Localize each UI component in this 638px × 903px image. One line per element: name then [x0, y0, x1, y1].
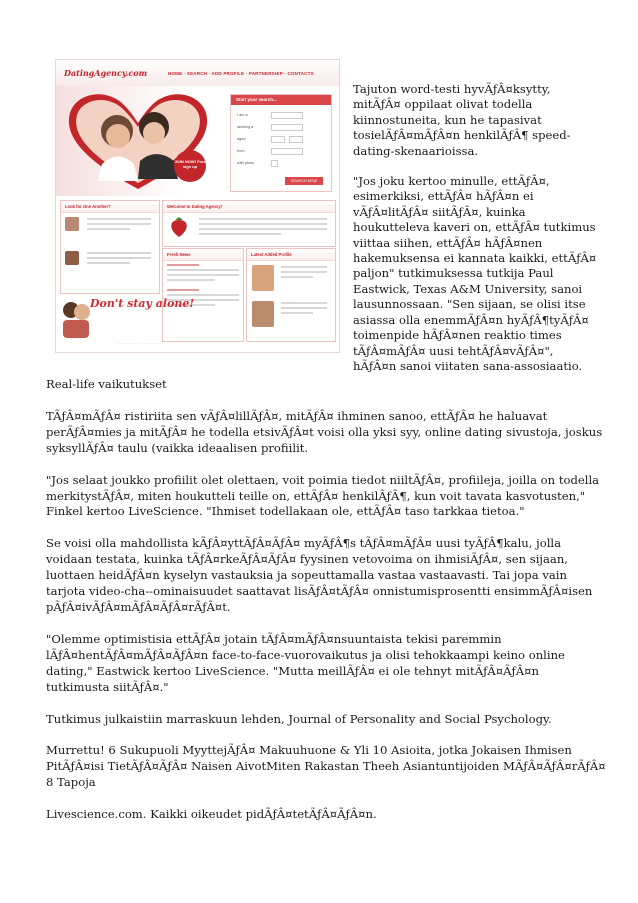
look-for-pane: [60, 200, 160, 294]
photo-checkbox[interactable]: [271, 160, 278, 167]
right-column-text: [353, 82, 598, 389]
paragraph: "Jos selaat joukko profiilit olet olettaen, voit poimia tiedot niiltÃƒÂ¤, profiileja, joilla on todella merkitystÃƒÂ¤, miten houkutteli teille on, ettÃƒÂ¤ henkilÃƒÂ¶, kun voit tavata kasvotusten," Finkel kertoo LiveScience. "Ihmiset todellakaan ole, ettÃƒÂ¤ taso tarkkaa tietoa.": [46, 472, 600, 519]
profile-lines: [277, 299, 331, 317]
couple-thumbnail-icon: [65, 217, 79, 231]
copyright-line: Livescience.com. Kaikki oikeudet pidÃƒÂ¤tetÃƒÂ¤ÃƒÂ¤n.: [46, 807, 377, 822]
seeking-select[interactable]: [271, 124, 303, 131]
pane-title: Look for One Another?: [61, 201, 159, 213]
site-logo: DatingAgency.com: [64, 68, 148, 78]
profile-lines: [277, 263, 331, 281]
search-label: with photo: [237, 161, 255, 165]
welcome-pane: [162, 200, 336, 247]
country-select[interactable]: [271, 148, 303, 155]
pane-lines: [83, 215, 155, 233]
search-label: from: [237, 149, 245, 153]
site-nav: HOME · SEARCH · ADD PROFILE · PARTNERSHIP · CONTACTS: [168, 71, 314, 76]
couple-photo-icon: [60, 296, 92, 338]
slogan: Don't stay alone!: [90, 297, 195, 310]
search-now-button[interactable]: SEARCH NOW: [285, 177, 323, 185]
couple-thumbnail-icon: [65, 251, 79, 265]
age-max-select[interactable]: [289, 136, 303, 143]
latest-profile-pane: [246, 248, 336, 342]
search-label: aged: [237, 137, 246, 141]
site-header: [56, 60, 339, 87]
paragraph: "Jos joku kertoo minulle, ettÃƒÂ¤, esimerkiksi, ettÃƒÂ¤ hÃƒÂ¤n ei vÃƒÂ¤litÃƒÂ¤ siitÃƒÂ¤, kuinka houkutteleva kaveri on, ettÃƒÂ¤ tutkimus viittaa siihen, ettÃƒÂ¤ hÃƒÂ¤nen hakemuksensa ei kannata kaikki, ettÃƒÂ¤ paljon" tutkimuksessa tutkija Paul Eastwick, Texas A&M University, sanoi lausunnossaan. "Sen sijaan, se olisi itse asiassa olla enemmÃƒÂ¤n hyÃƒÂ¶tyÃƒÂ¤ toimenpide hÃƒÂ¤nen reaktio times tÃƒÂ¤mÃƒÂ¤ uusi tehtÃƒÂ¤vÃƒÂ¤", hÃƒÂ¤n sanoi viitaten sana-assosiaatio.: [353, 174, 597, 373]
pane-title: Latest Added Profile: [247, 249, 335, 261]
pane-lines: [83, 249, 155, 267]
dating-site-screenshot: [56, 60, 339, 352]
search-form: [230, 94, 332, 192]
paragraph: Se voisi olla mahdollista kÃƒÂ¤yttÃƒÂ¤ÃƒÂ¤ myÃƒÂ¶s tÃƒÂ¤mÃƒÂ¤ uusi tyÃƒÂ¶kalu, jolla voidaan testata, kuinka tÃƒÂ¤rkeÃƒÂ¤ÃƒÂ¤ fyysinen vetovoima on ihmisiÃƒÂ¤, sen sijaan, luottaen heidÃƒÂ¤n kyselyn vastauksia ja sopeuttamalla vastaa vastaavasti. Tai jopa vain tarjota video-cha--ominaisuudet saattavat lisÃƒÂ¤tÃƒÂ¤ onnistumisprosentti ensimmÃƒÂ¤isen pÃƒÂ¤ivÃƒÂ¤mÃƒÂ¤ÃƒÂ¤rÃƒÂ¤t.: [46, 536, 593, 614]
pane-title: Welcome to Dating Agency!: [163, 201, 335, 213]
body-text: [46, 377, 606, 839]
fresh-news-pane: [162, 248, 244, 342]
profile-photo-icon: [252, 265, 274, 291]
site-footer: · · · · · · · · · · · · · · · · · · · · ·: [116, 342, 160, 346]
search-label: I am a: [237, 113, 248, 117]
paragraph: Murrettu! 6 Sukupuoli MyyttejÃƒÂ¤ Makuuhuone & Yli 10 Asioita, jotka Jokaisen Ihmisen PitÃƒÂ¤isi TietÃƒÂ¤ÃƒÂ¤ Naisen AivotMiten Rakastan Theeh Asiantuntijoiden MÃƒÂ¤ÃƒÂ¤rÃƒÂ¤ 8 Tapoja: [46, 743, 606, 790]
paragraph: TÃƒÂ¤mÃƒÂ¤ ristiriita sen vÃƒÂ¤lillÃƒÂ¤, mitÃƒÂ¤ ihminen sanoo, ettÃƒÂ¤ he haluavat perÃƒÂ¤mies ja mitÃƒÂ¤ he todella etsivÃƒÂ¤t voisi olla yksi syy, online dating sivustoja, joskus syksyllÃƒÂ¤ taulu (vaikka ideaalisen profiilit.: [46, 408, 603, 455]
pane-title: Fresh News: [163, 249, 243, 261]
strawberry-icon: [169, 216, 189, 238]
paragraph: "Olemme optimistisia ettÃƒÂ¤ jotain tÃƒÂ¤mÃƒÂ¤nsuuntaista tekisi paremmin lÃƒÂ¤hentÃƒÂ¤mÃƒÂ¤ÃƒÂ¤n face-to-face-vuorovaikutus ja olisi tehokkaampi keino online dating," Eastwick kertoo LiveScience. "Mutta meillÃƒÂ¤ ei ole tehnyt mitÃƒÂ¤ÃƒÂ¤n tutkimusta siitÃƒÂ¤.": [46, 631, 565, 694]
section-heading: Real-life vaikutukset: [46, 377, 167, 391]
gender-select[interactable]: [271, 112, 303, 119]
join-now-badge[interactable]: JOIN NOW! Free sign up: [174, 150, 206, 182]
pane-lines: [195, 215, 331, 238]
profile-photo-icon: [252, 301, 274, 327]
paragraph: Tajuton word-testi hyvÃƒÂ¤ksytty, mitÃƒÂ¤ oppilaat olivat todella kiinnostuneita, kun he tapasivat tosielÃƒÂ¤mÃƒÂ¤n henkilÃƒÂ¶ speed-dating-skenaarioissa.: [353, 82, 571, 158]
search-label: seeking a: [237, 125, 254, 129]
age-min-select[interactable]: [271, 136, 285, 143]
hero-banner: [56, 86, 339, 196]
search-title: Start your search...: [231, 95, 331, 105]
paragraph: Tutkimus julkaistiin marraskuun lehden, Journal of Personality and Social Psychology.: [46, 711, 552, 726]
